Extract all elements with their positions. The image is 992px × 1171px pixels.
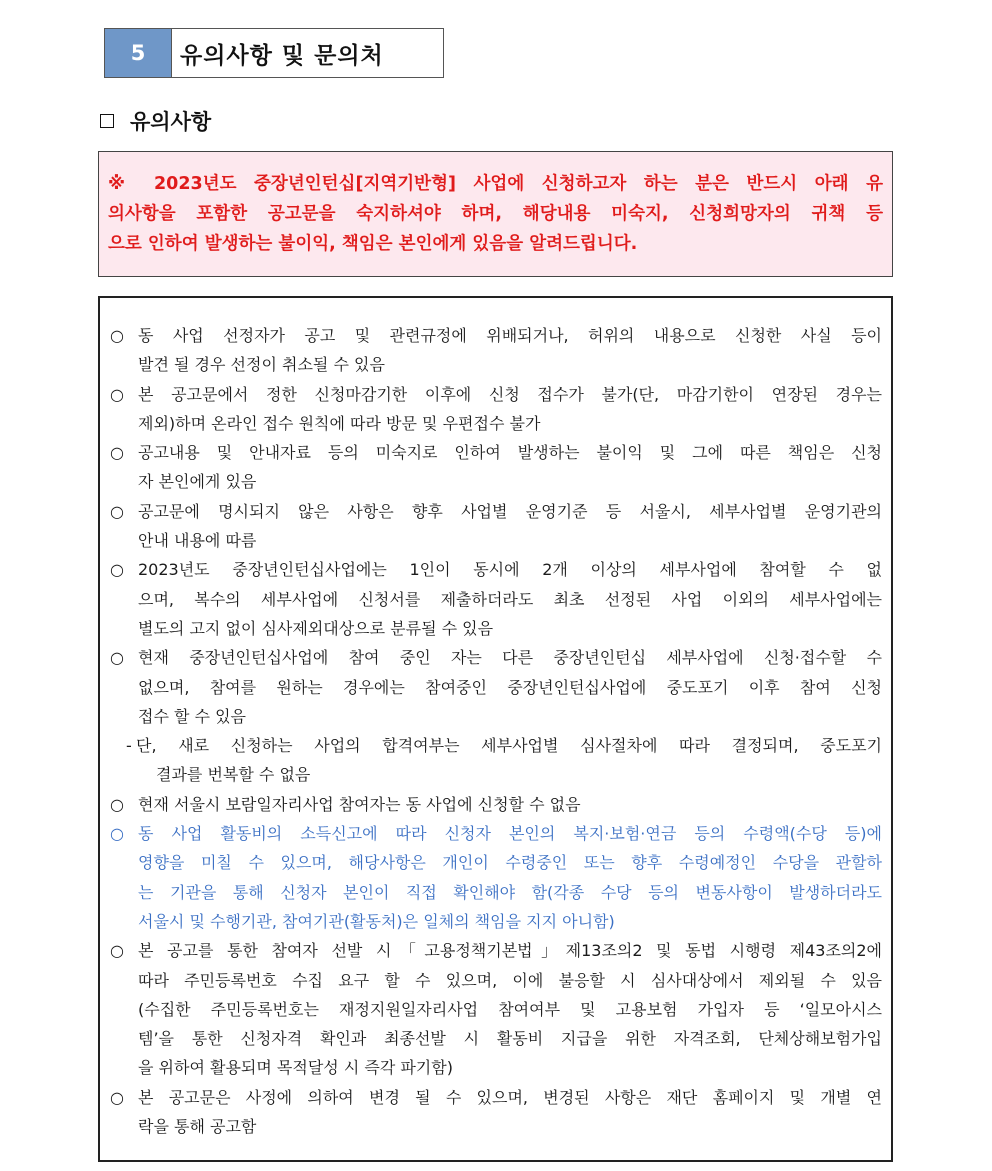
list-item-line: 별도의 고지 없이 심사제외대상으로 분류될 수 있음 bbox=[138, 618, 494, 638]
list-item-line: 제외)하며 온라인 접수 원칙에 따라 방문 및 우편접수 불가 bbox=[138, 413, 541, 433]
circle-bullet-icon: ○ bbox=[110, 560, 124, 580]
list-item-line: 본 공고를 통한 참여자 선발 시「고용정책기본법」제13조의2 및 동법 시행령 제43조의2에 bbox=[138, 941, 882, 961]
list-item bbox=[110, 555, 882, 643]
notice-line: ※ 2023년도 중장년인턴십[지역기반형] 사업에 신청하고자 하는 분은 반드시 아래 유 bbox=[108, 174, 883, 194]
circle-bullet-icon: ○ bbox=[110, 501, 124, 521]
list-item-line: 따라 주민등록번호 수집 요구 할 수 있으며, 이에 불응할 시 심사대상에서 제외될 수 있음 bbox=[138, 970, 882, 990]
dash-bullet-icon: - bbox=[126, 736, 132, 756]
precautions-box bbox=[98, 296, 893, 1162]
list-item-line: 서울시 및 수행기관, 참여기관(활동처)은 일체의 책임을 지지 아니함) bbox=[138, 911, 615, 931]
list-item-line: 현재 서울시 보람일자리사업 참여자는 동 사업에 신청할 수 없음 bbox=[138, 794, 581, 814]
list-item-line: 접수 할 수 있음 bbox=[138, 706, 246, 726]
circle-bullet-icon: ○ bbox=[110, 443, 124, 463]
subheading-text: 유의사항 bbox=[130, 110, 212, 134]
list-item-line: 2023년도 중장년인턴십사업에는 1인이 동시에 2개 이상의 세부사업에 참여할 수 없 bbox=[138, 560, 882, 580]
list-item bbox=[110, 643, 882, 731]
circle-bullet-icon: ○ bbox=[110, 824, 124, 844]
sub-list-item bbox=[110, 731, 882, 790]
list-item-line: 락을 통해 공고함 bbox=[138, 1117, 257, 1137]
list-item bbox=[110, 380, 882, 439]
list-item-line: 안내 내용에 따름 bbox=[138, 531, 257, 551]
section-title: 유의사항 및 문의처 bbox=[180, 42, 384, 69]
list-item-line: 자 본인에게 있음 bbox=[138, 472, 257, 492]
list-item-line: 동 사업 선정자가 공고 및 관련규정에 위배되거나, 허위의 내용으로 신청한 사실 등이 bbox=[138, 326, 882, 345]
list-item bbox=[110, 819, 882, 936]
circle-bullet-icon: ○ bbox=[110, 941, 124, 961]
notice-line: 으로 인하여 발생하는 불이익, 책임은 본인에게 있음을 알려드립니다. bbox=[108, 234, 638, 254]
list-item-line: 발견 될 경우 선정이 취소될 수 있음 bbox=[138, 355, 385, 375]
list-item bbox=[110, 790, 882, 819]
circle-bullet-icon: ○ bbox=[110, 648, 124, 668]
list-item bbox=[110, 321, 882, 380]
list-item-line: 동 사업 활동비의 소득신고에 따라 신청자 본인의 복지·보험·연금 등의 수령액(수당 등)에 bbox=[138, 824, 882, 844]
circle-bullet-icon: ○ bbox=[110, 326, 124, 345]
circle-bullet-icon: ○ bbox=[110, 794, 124, 814]
list-item-line: 으며, 복수의 세부사업에 신청서를 제출하더라도 최초 선정된 사업 이외의 세부사업에는 bbox=[138, 589, 882, 609]
list-item-line: 공고내용 및 안내자료 등의 미숙지로 인하여 발생하는 불이익 및 그에 따른 책임은 신청 bbox=[138, 443, 882, 463]
notice-line: 의사항을 포함한 공고문을 숙지하셔야 하며, 해당내용 미숙지, 신청희망자의 귀책 등 bbox=[108, 204, 883, 224]
notice-box bbox=[98, 151, 893, 277]
list-item bbox=[110, 936, 882, 1082]
list-item-line: 템’을 통한 신청자격 확인과 최종선발 시 활동비 지급을 위한 자격조회, 단체상해보험가입 bbox=[138, 1029, 882, 1049]
list-item-line: 영향을 미칠 수 있으며, 해당사항은 개인이 수령중인 또는 향후 수령예정인 수당을 관할하 bbox=[138, 853, 882, 873]
list-item bbox=[110, 438, 882, 497]
list-item-line: 본 공고문에서 정한 신청마감기한 이후에 신청 접수가 불가(단, 마감기한이 연장된 경우는 bbox=[138, 384, 882, 404]
section-number: 5 bbox=[105, 29, 172, 77]
list-item bbox=[110, 1083, 882, 1142]
list-item-line: 공고문에 명시되지 않은 사항은 향후 사업별 운영기준 등 서울시, 세부사업별 운영기관의 bbox=[138, 501, 882, 521]
list-item bbox=[110, 497, 882, 556]
section-header bbox=[104, 28, 444, 78]
square-bullet-icon bbox=[100, 114, 114, 128]
list-item-line: 을 위하여 활용되며 목적달성 시 즉각 파기함) bbox=[138, 1058, 453, 1078]
subheading bbox=[100, 106, 211, 136]
list-item-line: 본 공고문은 사정에 의하여 변경 될 수 있으며, 변경된 사항은 재단 홈페이지 및 개별 연 bbox=[138, 1087, 882, 1107]
list-item-line: 없으며, 참여를 원하는 경우에는 참여중인 중장년인턴십사업에 중도포기 이후 참여 신청 bbox=[138, 677, 882, 697]
circle-bullet-icon: ○ bbox=[110, 384, 124, 404]
list-item-line: 단, 새로 신청하는 사업의 합격여부는 세부사업별 심사절차에 따라 결정되며, 중도포기 bbox=[136, 736, 882, 756]
list-item-line: 는 기관을 통해 신청자 본인이 직접 확인해야 함(각종 수당 등의 변동사항이 발생하더라도 bbox=[138, 882, 882, 902]
list-item-line: (수집한 주민등록번호는 재정지원일자리사업 참여여부 및 고용보험 가입자 등 ‘일모아시스 bbox=[138, 999, 882, 1019]
circle-bullet-icon: ○ bbox=[110, 1087, 124, 1107]
list-item-line: 현재 중장년인턴십사업에 참여 중인 자는 다른 중장년인턴십 세부사업에 신청·접수할 수 bbox=[138, 648, 882, 668]
list-item-line: 결과를 번복할 수 없음 bbox=[156, 765, 311, 785]
